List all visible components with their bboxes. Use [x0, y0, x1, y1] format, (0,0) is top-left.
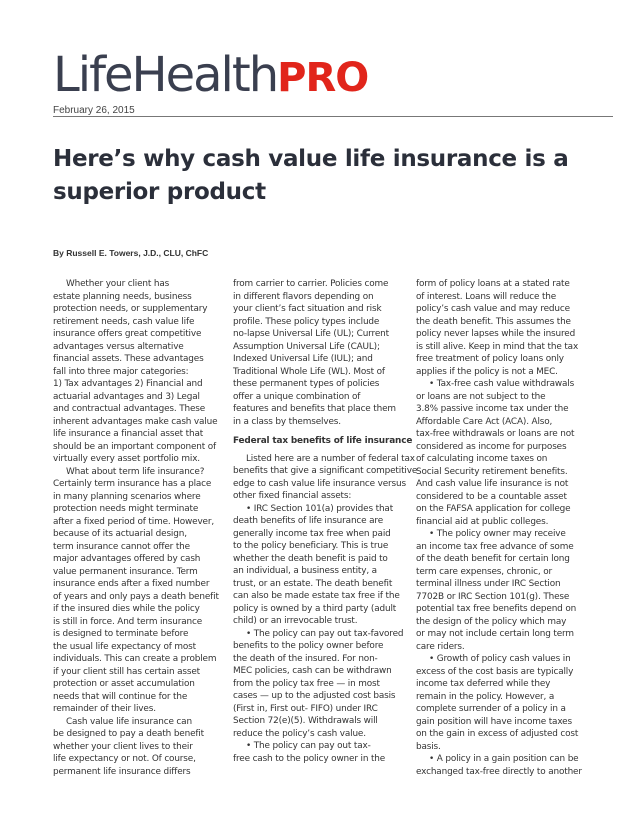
body-text-line: after a fixed period of time. However, — [53, 516, 215, 527]
body-text-line: terminal illness under IRC Section — [416, 579, 561, 589]
body-text-line: free cash to the policy owner in the — [233, 753, 386, 764]
body-text-line: gain position will have income taxes — [416, 716, 572, 727]
body-text-line: policy’s cash value and may reduce — [416, 304, 570, 314]
article-column-2 — [233, 278, 418, 765]
body-text-line: major advantages offered by cash — [53, 554, 201, 564]
body-text-line: • A policy in a gain position can be — [416, 754, 579, 764]
body-text-line: term insurance cannot offer the — [53, 541, 190, 552]
body-text-line: (First in, First out- FIFO) under IRC — [233, 703, 378, 714]
body-text-line: • The policy owner may receive — [416, 529, 566, 539]
body-text-line: benefits to the policy owner before — [233, 641, 384, 651]
body-text-line: protection needs, or supplementary — [53, 304, 208, 314]
body-text-line: income tax deferred while they — [416, 679, 551, 689]
logo-pro: PRO — [277, 55, 369, 101]
body-text-line: exchanged tax-free directly to another — [416, 766, 582, 777]
body-text-line: life expectancy or not. Of course, — [53, 754, 196, 764]
body-text-line: of calculating income taxes on — [416, 454, 548, 464]
body-text-line: MEC policies, cash can be withdrawn — [233, 666, 392, 676]
body-text-line: • The policy can pay out tax- — [233, 741, 371, 751]
body-text-line: profile. These policy types include — [233, 316, 380, 327]
body-text-line: basis. — [416, 741, 441, 752]
body-text-line: What about term life insurance? — [53, 466, 205, 477]
body-text-line: other fixed financial assets: — [233, 491, 352, 501]
body-text-line: on the FAFSA application for college — [416, 504, 571, 514]
publish-date: February 26, 2015 — [53, 105, 135, 116]
body-text-line: the usual life expectancy of most — [53, 641, 196, 652]
body-text-line: or may not include certain long term — [416, 629, 574, 639]
logo-life: Life — [53, 47, 132, 103]
body-text-line: benefits that give a significant competitive — [233, 466, 418, 476]
body-text-line: if your client still has certain asset — [53, 666, 200, 677]
body-text-line: Certainly term insurance has a place — [53, 479, 212, 489]
body-text-line: • IRC Section 101(a) provides that — [233, 503, 394, 514]
body-text-line: virtually every asset portfolio mix. — [53, 454, 200, 464]
body-text-line: needs that will continue for the — [53, 691, 188, 702]
body-text-line: • Tax-free cash value withdrawals — [416, 379, 575, 389]
body-text-line: free treatment of policy loans only — [416, 354, 564, 364]
body-text-line: protection or asset accumulation — [53, 679, 195, 689]
body-text-line: of interest. Loans will reduce the — [416, 291, 557, 302]
article-byline: By Russell E. Towers, J.D., CLU, ChFC — [53, 248, 209, 258]
body-text-line: Whether your client has — [53, 279, 170, 289]
body-text-line: complete surrender of a policy in a — [416, 704, 566, 714]
body-text-line: considered to be a countable asset — [416, 491, 567, 502]
body-text-line: trust, or an estate. The death benefit — [233, 578, 393, 589]
body-text-line: is still alive. Keep in mind that the tax — [416, 341, 579, 352]
body-text-line: in different flavors depending on — [233, 291, 374, 302]
body-text-line: tax-free withdrawals or loans are not — [416, 429, 575, 439]
body-text-line: financial aid at public colleges. — [416, 516, 549, 527]
site-logo[interactable] — [53, 40, 368, 113]
body-text-line: financial assets. These advantages — [53, 354, 204, 364]
body-text-line: excess of the cost basis are typically — [416, 666, 574, 677]
body-text-line: remain in the policy. However, a — [416, 691, 555, 702]
body-text-line: whether your client lives to their — [53, 741, 193, 752]
body-text-line: these permanent types of policies — [233, 379, 380, 389]
body-text-line: is designed to terminate before — [53, 629, 189, 639]
body-text-line: Section 72(e)(5). Withdrawals will — [233, 716, 378, 726]
body-text-line: 1) Tax advantages 2) Financial and — [53, 379, 203, 389]
body-text-line: Affordable Care Act (ACA). Also, — [416, 416, 553, 427]
body-text-line: form of policy loans at a stated rate — [416, 279, 570, 289]
body-text-line: Cash value life insurance can — [53, 716, 192, 727]
body-text-line: • The policy can pay out tax-favored — [233, 628, 404, 639]
body-text-line: policy is owned by a third party (adult — [233, 603, 397, 614]
body-text-line: the death benefit. This assumes the — [416, 316, 571, 327]
body-text-line: be designed to pay a death benefit — [53, 729, 205, 739]
body-text-line: care riders. — [416, 641, 465, 652]
body-text-line: if the insured dies while the policy — [53, 604, 200, 614]
body-text-line: life insurance a financial asset that — [53, 429, 204, 439]
body-text-line: child) or an irrevocable trust. — [233, 616, 358, 626]
body-text-line: because of its actuarial design, — [53, 529, 187, 539]
body-text-line: edge to cash value life insurance versus — [233, 478, 406, 489]
body-text-line: retirement needs, cash value life — [53, 316, 195, 327]
body-text-line: on the gain in excess of adjusted cost — [416, 729, 579, 739]
body-text-line: inherent advantages make cash value — [53, 416, 218, 427]
body-text-line: your client’s fact situation and risk — [233, 304, 382, 314]
body-text-line: Assumption Universal Life (CAUL); — [233, 341, 380, 352]
body-text-line: an individual, a business entity, a — [233, 566, 377, 576]
body-text-line: from carrier to carrier. Policies come — [233, 279, 389, 289]
body-text-line: can also be made estate tax free if the — [233, 591, 400, 601]
body-text-line: value permanent insurance. Term — [53, 566, 198, 577]
body-text-line: generally income tax free when paid — [233, 528, 391, 539]
body-text-line: features and benefits that place them — [233, 404, 396, 414]
body-text-line: advantages versus alternative — [53, 341, 184, 352]
body-text-line: potential tax free benefits depend on — [416, 604, 577, 614]
body-text-line: death benefits of life insurance are — [233, 516, 384, 526]
body-text-line: permanent life insurance differs — [53, 766, 191, 777]
body-text-line: the design of the policy which may — [416, 616, 567, 627]
body-text-line: or loans are not subject to the — [416, 391, 546, 402]
body-text-line: no-lapse Universal Life (UL); Current — [233, 329, 389, 339]
body-text-line: of the death benefit for certain long — [416, 554, 570, 564]
body-text-line: should be an important component of — [53, 441, 217, 452]
body-text-line: whether the death benefit is paid to — [233, 553, 388, 564]
body-text-line: Social Security retirement benefits. — [416, 466, 568, 477]
header-rule — [53, 116, 613, 117]
body-text-line: estate planning needs, business — [53, 291, 192, 302]
body-text-line: protection needs might terminate — [53, 504, 199, 514]
article-column-1 — [53, 278, 228, 778]
body-text-line: an income tax free advance of some — [416, 541, 574, 552]
body-text-line: is still in force. And term insurance — [53, 616, 203, 627]
body-text-line: offer a unique combination of — [233, 391, 361, 402]
body-text-line: policy never lapses while the insured — [416, 329, 576, 339]
body-text-line: Traditional Whole Life (WL). Most of — [233, 366, 385, 377]
body-text-line: And cash value life insurance is not — [416, 479, 569, 489]
article-title: Here’s why cash value life insurance is a superior product — [53, 146, 569, 205]
body-text-line: fall into three major categories: — [53, 366, 189, 377]
body-text-line: insurance offers great competitive — [53, 329, 202, 339]
body-text-line: insurance ends after a fixed number — [53, 579, 210, 589]
body-text-line: from the policy tax free — in most — [233, 678, 380, 689]
body-text-line: of years and only pays a death benefit — [53, 591, 219, 602]
body-text-line: and contractual advantages. These — [53, 404, 206, 414]
body-text-line: cases — up to the adjusted cost basis — [233, 691, 396, 701]
body-text-line: the death of the insured. For non- — [233, 653, 378, 664]
body-text-line: • Growth of policy cash values in — [416, 654, 571, 664]
body-text-line: individuals. This can create a problem — [53, 654, 217, 664]
body-text-line: 3.8% passive income tax under the — [416, 404, 569, 414]
section-heading: Federal tax benefits of life insurance — [233, 436, 413, 446]
body-text-line: in many planning scenarios where — [53, 491, 201, 502]
body-text-line: Indexed Universal Life (IUL); and — [233, 354, 373, 364]
body-text-line: term care expenses, chronic, or — [416, 566, 553, 577]
body-text-line: to the policy beneficiary. This is true — [233, 541, 389, 551]
body-text-line: in a class by themselves. — [233, 416, 341, 427]
logo-health: Health — [131, 47, 278, 103]
body-text-line: Listed here are a number of federal tax — [233, 453, 415, 464]
body-text-line: applies if the policy is not a MEC. — [416, 366, 558, 377]
body-text-line: actuarial advantages and 3) Legal — [53, 391, 200, 402]
body-text-line: 7702B or IRC Section 101(g). These — [416, 591, 570, 602]
body-text-line: considered as income for purposes — [416, 441, 567, 452]
body-text-line: remainder of their lives. — [53, 704, 156, 714]
article-column-3 — [416, 278, 588, 778]
body-text-line: reduce the policy’s cash value. — [233, 728, 366, 739]
